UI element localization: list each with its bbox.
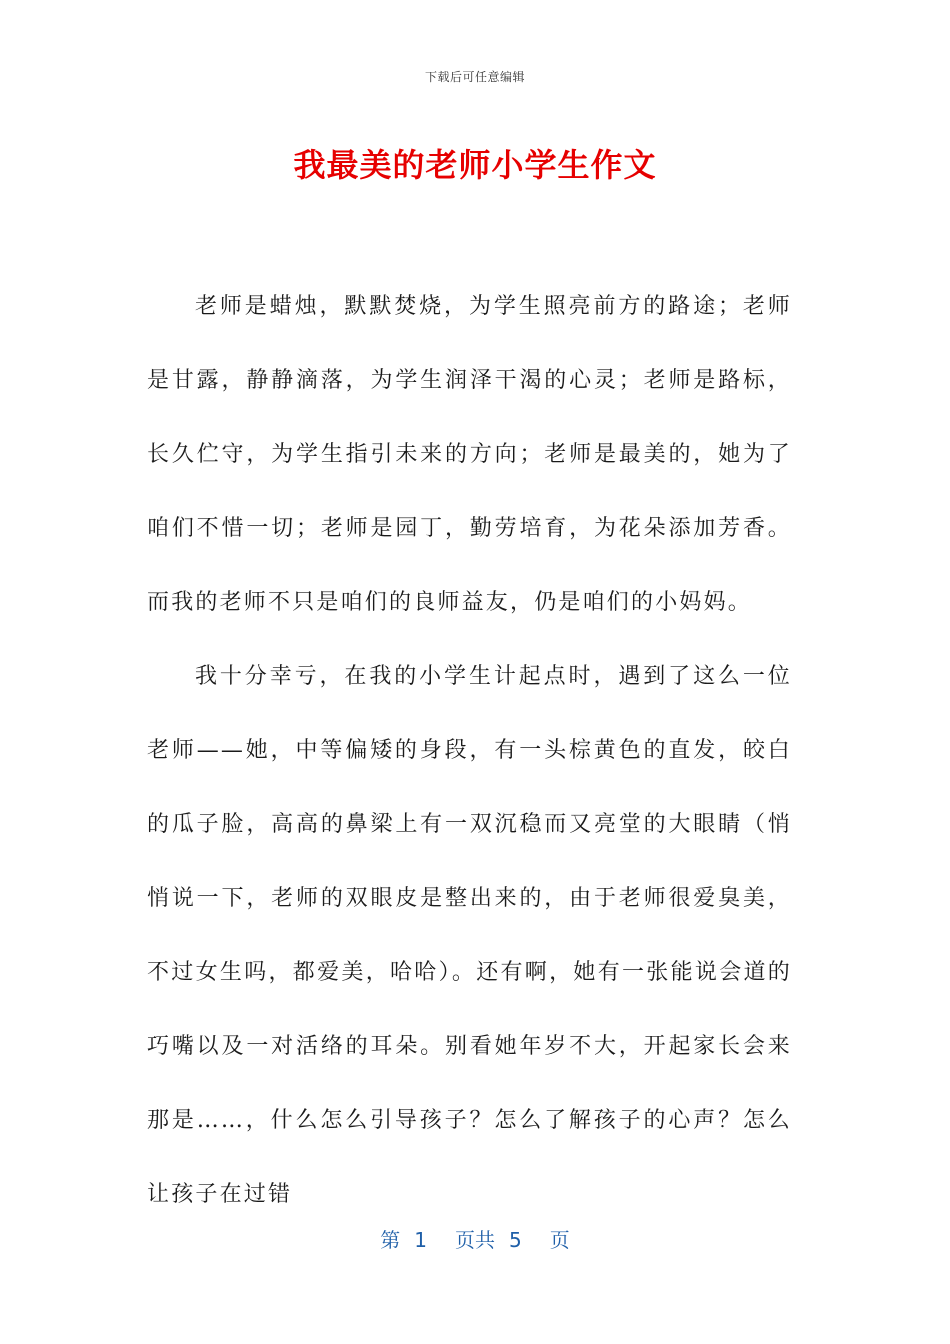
page-footer bbox=[0, 1224, 950, 1253]
footer-prefix: 第 bbox=[380, 1228, 401, 1252]
paragraph-2: 我十分幸亏，在我的小学生计起点时，遇到了这么一位老师——她，中等偏矮的身段，有一头棕黄色的直发，皎白的瓜子脸，高高的鼻梁上有一双沉稳而又亮堂的大眼睛（悄悄说一下，老师的双眼皮是整出来的，由于老师很爱臭美，不过女生吗，都爱美，哈哈）。还有啊，她有一张能说会道的巧嘴以及一对活络的耳朵。别看她年岁不大，开起家长会来那是……，什么怎么引导孩子？怎么了解孩子的心声？怎么让孩子在过错 bbox=[147, 664, 792, 1207]
footer-current-page: 1 bbox=[414, 1228, 427, 1252]
footer-middle: 页共 bbox=[455, 1228, 495, 1252]
footer-suffix: 页 bbox=[549, 1228, 570, 1252]
document-body bbox=[147, 270, 792, 1232]
document-title: 我最美的老师小学生作文 bbox=[293, 146, 657, 184]
header-note: 下载后可任意编辑 bbox=[424, 70, 525, 84]
paragraph-1: 老师是蜡烛，默默焚烧，为学生照亮前方的路途；老师是甘露，静静滴落，为学生润泽干渴的心灵；老师是路标，长久伫守，为学生指引未来的方向；老师是最美的，她为了咱们不惜一切；老师是园丁，勤劳培育，为花朵添加芳香。而我的老师不只是咱们的良师益友，仍是咱们的小妈妈。 bbox=[147, 294, 792, 615]
footer-total-pages: 5 bbox=[509, 1228, 522, 1252]
